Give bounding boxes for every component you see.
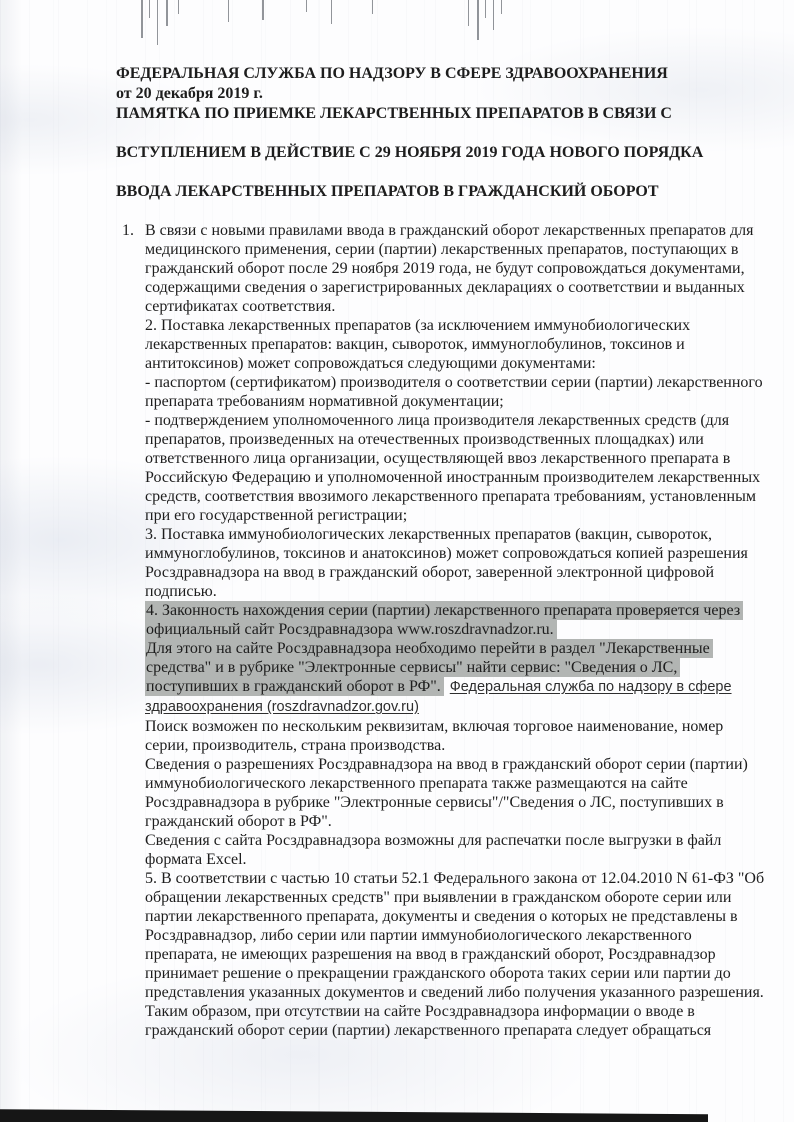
highlighted-text-1: 4. Законность нахождения серии (партии) лекарственного препарата проверяется через официальный сайт Росздравнадзора www.roszdravnadzor.ru. — [145, 601, 743, 639]
dash-item-1: - паспортом (сертификатом) производителя о соответствии серии (партии) лекарственного препарата требованиям нормативной документации; — [145, 374, 763, 410]
paragraph-final: Таким образом, при отсутствии на сайте Росздравнадзора информации о вводе в гражданский оборот серии (партии) лекарственного препарата следует обращаться — [145, 1003, 712, 1039]
paragraph-3: 3. Поставка иммунобиологических лекарственных препаратов (вакцин, сывороток, иммуноглобулинов, токсинов и анатоксинов) может сопровождаться копией разрешения Росздравнадзора на ввод в гражданский оборот, заверенной электронной цифровой подписью. — [145, 526, 748, 600]
paragraph-search: Поиск возможен по нескольким реквизитам, включая торговое наименование, номер серии, производитель, страна производства. — [145, 718, 724, 754]
memo-title-line-1: ПАМЯТКА ПО ПРИЕМКЕ ЛЕКАРСТВЕННЫХ ПРЕПАРАТОВ В СВЯЗИ С — [116, 105, 672, 122]
paragraph-2: 2. Поставка лекарственных препаратов (за исключением иммунобиологических лекарственных препаратов: вакцин, сывороток, иммуноглобулинов, токсинов и антитоксинов) может сопровождаться следующими документами: — [145, 317, 691, 372]
memo-title-line-3: ВВОДА ЛЕКАРСТВЕННЫХ ПРЕПАРАТОВ В ГРАЖДАНСКИЙ ОБОРОТ — [116, 183, 659, 200]
list-item-body — [145, 221, 765, 1040]
roszdravnadzor-link[interactable]: Федеральная служба по надзору в сфере здравоохранения (roszdravnadzor.gov.ru) — [145, 679, 732, 715]
dash-item-2: - подтверждением уполномоченного лица производителя лекарственных средств (для препаратов, произведенных на отечественных производственных площадках) или ответственного лица организации, осуществляющей ввоз лекарственного препарата в Российскую Федерацию и уполномоченной иностранным производителем лекарственных средств, соответствия ввозимого лекарственного препарата требованиям, установленным при его государственной регистрации; — [145, 412, 761, 524]
memo-title-line-2: ВСТУПЛЕНИЕМ В ДЕЙСТВИЕ С 29 НОЯБРЯ 2019 ГОДА НОВОГО ПОРЯДКА — [116, 144, 704, 161]
paragraph-excel: Сведения с сайта Росздравнадзора возможны для распечатки после выгрузки в файл формата Excel. — [145, 832, 722, 868]
paragraph-4-part-2 — [145, 639, 765, 717]
paragraph-5: 5. В соответствии с частью 10 статьи 52.1 Федерального закона от 12.04.2010 N 61-ФЗ "Об обращении лекарственных средств" при выявлении в гражданском обороте серии или партии лекарственного препарата, документы и сведения о которых не представлены в Росздравнадзор, либо серии или партии иммунобиологического лекарственного препарата, не имеющих разрешения на ввод в гражданский оборот, Росздравнадзор принимает решение о прекращении гражданского оборота таких серии или партии до представления указанных документов и сведений либо получения указанного разрешения. — [145, 870, 765, 1001]
paragraph-4-part-1 — [145, 601, 765, 639]
list-item-1 — [116, 221, 776, 1040]
document-date: от 20 декабря 2019 г. — [116, 85, 263, 102]
highlighted-text-2: Для этого на сайте Росздравнадзора необходимо перейти в раздел "Лекарственные средства" и в рубрике "Электронные сервисы" найти сервис: "Сведения о ЛС, поступивших в гражданский оборот в РФ". — [145, 639, 713, 696]
list-number: 1. — [122, 222, 134, 239]
paragraph-info: Сведения о разрешениях Росздравнадзора на ввод в гражданский оборот серии (партии) иммунобиологического лекарственного препарата также размещаются на сайте Росздравнадзора в рубрике "Электронные сервисы"/"Сведения о ЛС, поступивших в гражданский оборот в РФ". — [145, 756, 748, 830]
scan-bottom-bar — [0, 1107, 708, 1122]
document-content — [116, 64, 776, 1040]
org-name: ФЕДЕРАЛЬНАЯ СЛУЖБА ПО НАДЗОРУ В СФЕРЕ ЗДРАВООХРАНЕНИЯ — [116, 65, 668, 82]
paragraph-1: В связи с новыми правилами ввода в гражданский оборот лекарственных препаратов для медицинского применения, серии (партии) лекарственных препаратов, поступающих в гражданский оборот после 29 ноября 2019 года, не будут сопровождаться документами, содержащими сведения о зарегистрированных декларациях о соответствии и выданных сертификатах соответствия. — [145, 222, 754, 315]
scan-streaks — [0, 0, 794, 46]
